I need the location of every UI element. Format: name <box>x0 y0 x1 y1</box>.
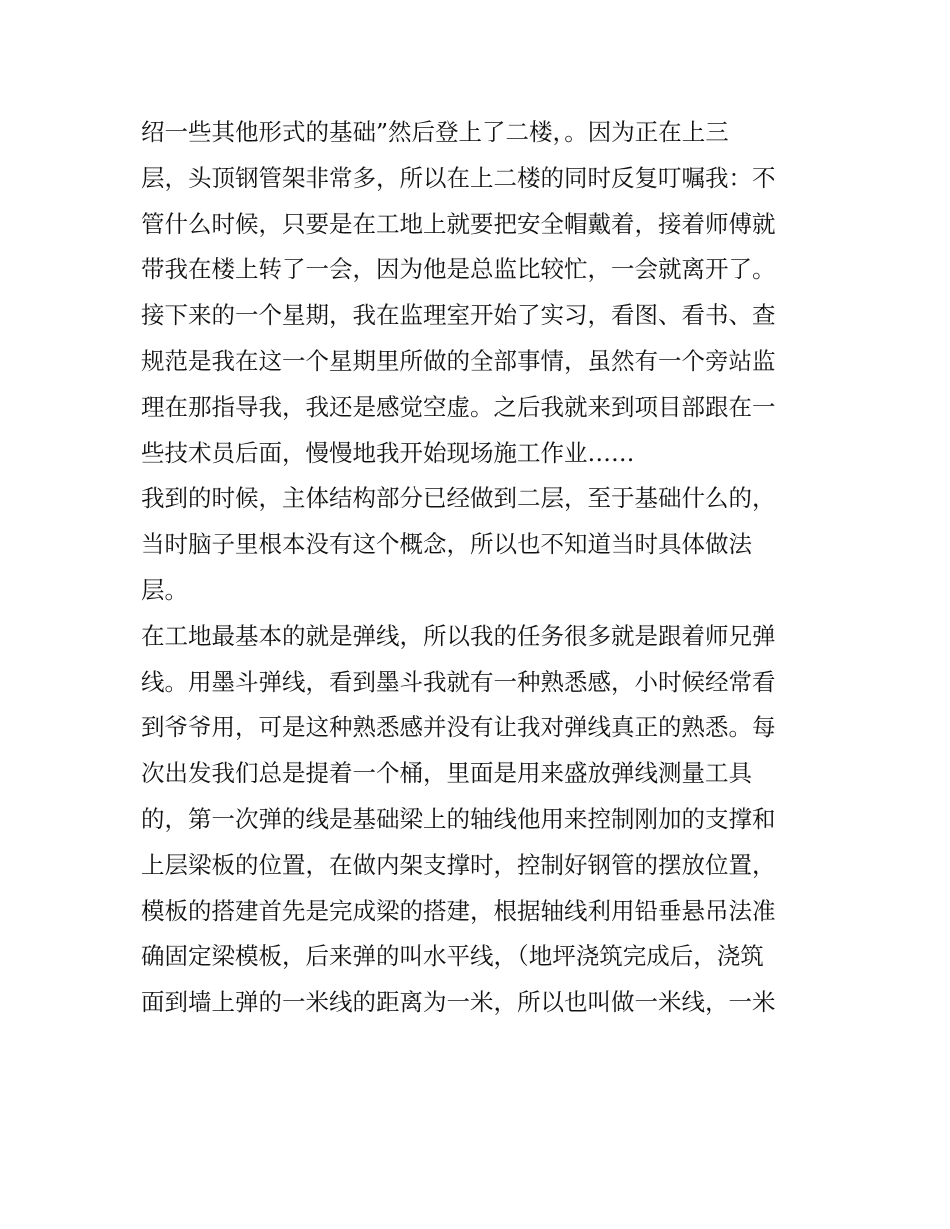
text-line: 管什么时候，只要是在工地上就要把安全帽戴着，接着师傅就 <box>141 209 776 238</box>
text-line: 带我在楼上转了一会，因为他是总监比较忙，一会就离开了。 <box>141 255 776 284</box>
text-line: 在工地最基本的就是弹线，所以我的任务很多就是跟着师兄弹 <box>141 621 776 650</box>
text-line: 的，第一次弹的线是基础梁上的轴线他用来控制刚加的支撑和 <box>141 804 776 833</box>
text-line: 上层梁板的位置，在做内架支撑时，控制好钢管的摆放位置， <box>141 850 776 879</box>
text-line: 线。用墨斗弹线，看到墨斗我就有一种熟悉感，小时候经常看 <box>141 667 776 696</box>
text-line: 接下来的一个星期，我在监理室开始了实习，看图、看书、查 <box>141 301 776 330</box>
text-line: 模板的搭建首先是完成梁的搭建，根据轴线利用铅垂悬吊法准 <box>141 896 776 925</box>
text-line: 次出发我们总是提着一个桶，里面是用来盛放弹线测量工具 <box>141 759 752 788</box>
text-line: 当时脑子里根本没有这个概念，所以也不知道当时具体做法 <box>141 530 752 559</box>
text-line: 绍一些其他形式的基础”然后登上了二楼，。因为正在上三 <box>141 118 729 146</box>
text-line: 理在那指导我，我还是感觉空虚。之后我就来到项目部跟在一 <box>141 392 776 421</box>
text-line: 我到的时候，主体结构部分已经做到二层，至于基础什么的， <box>141 484 776 513</box>
text-line: 些技术员后面，慢慢地我开始现场施工作业…… <box>141 438 635 467</box>
text-line: 规范是我在这一个星期里所做的全部事情，虽然有一个旁站监 <box>141 346 776 375</box>
text-line: 面到墙上弹的一米线的距离为一米，所以也叫做一米线，一米 <box>141 988 776 1017</box>
body-text <box>141 110 821 1026</box>
text-line: 层，头顶钢管架非常多，所以在上二楼的同时反复叮嘱我：不 <box>141 163 776 192</box>
text-line: 确固定梁模板，后来弹的叫水平线，（地坪浇筑完成后，浇筑 <box>141 942 764 971</box>
text-line: 到爷爷用，可是这种熟悉感并没有让我对弹线真正的熟悉。每 <box>141 713 776 742</box>
text-line: 层。 <box>141 575 188 604</box>
